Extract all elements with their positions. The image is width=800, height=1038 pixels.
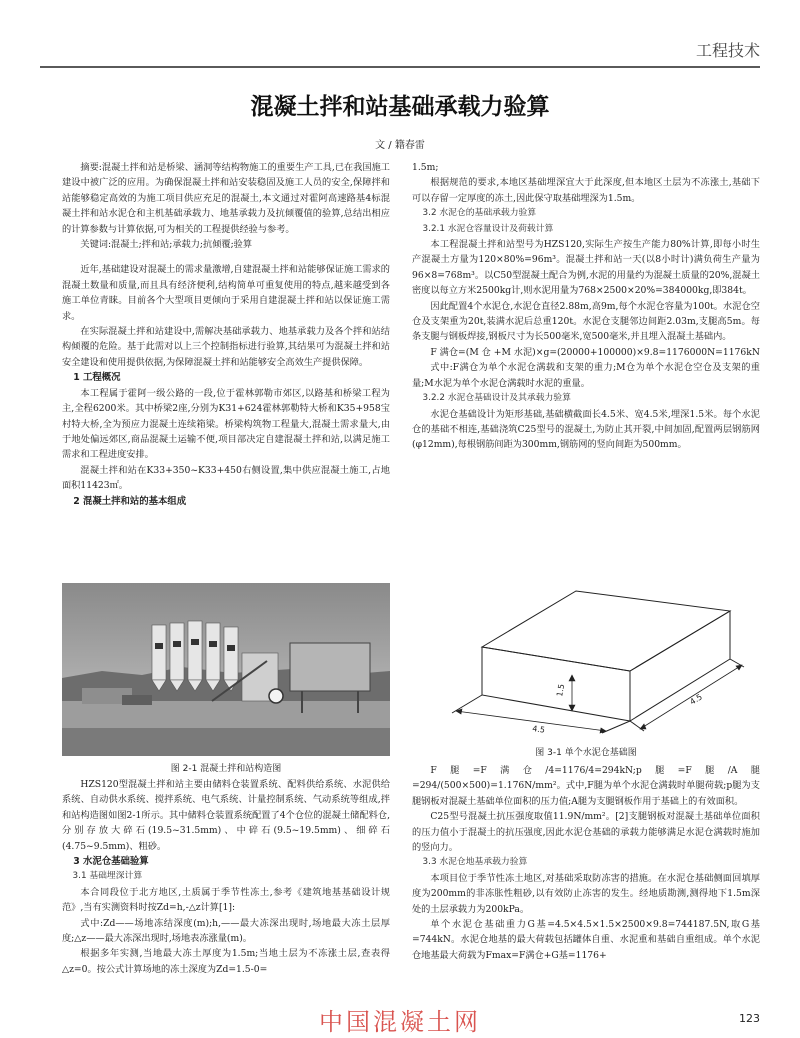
- mixing-station-photo: [62, 583, 390, 756]
- section-tag: 工程技术: [695, 41, 760, 60]
- foundation-paragraph: 水泥仓基础设计为矩形基础,基础横截面长4.5米、宽4.5米,埋深1.5米。每个水泥仓的基础不相连,基础浇筑C25型号的混凝土,为防止其开裂,中间加固,配置两层钢筋网(φ12mm),每根钢筋间距为300mm,钢筋网的竖向间距为500mm。: [412, 408, 760, 451]
- right-column-top: [412, 160, 760, 453]
- foundation-diagram: [412, 555, 772, 735]
- depth-paragraph: 式中:Zd——场地冻结深度(m);h,——最大冻深出现时,场地最大冻土层厚度;△z——最大冻深出现时,场地表冻涨量(m)。: [62, 917, 390, 945]
- ground-paragraph: 本项目位于季节性冻土地区,对基础采取防冻害的措施。在水泥仓基础侧面回填厚度为200mm的非冻胀性粗砂,以有效防止冻害的发生。经地质勘测,测得地下1.5m深处的土层承载力为200kPa。: [412, 872, 760, 915]
- header-rule: [40, 66, 760, 68]
- subsection-heading: 3.3 水泥仓地基承载力验算: [422, 857, 528, 868]
- intro-paragraph: 在实际混凝土拌和站建设中,需解决基础承载力、地基承载力及各个拌和站结构倾覆的危险。基于此需对以上三个控制指标进行验算,其结果可为混凝土拌和站安全建设和使用提供依据,为保障混凝土拌和站能够安全高效生产提供保障。: [62, 326, 390, 368]
- depth-paragraph: 本合同段位于北方地区,土质属于季节性冻土,参考《建筑地基基础设计规范》,当有实测资料时按Zd=h,-△z计算[1]:: [62, 886, 390, 914]
- subsection-heading: 3.2 水泥仓的基础承载力验算: [422, 208, 537, 219]
- load-paragraph: 式中:F满仓为单个水泥仓满载和支架的重力;M仓为单个水泥仓空仓及支架的重量;M水泥为单个水泥仓满载时水泥的重量。: [412, 362, 760, 389]
- dim-height-label: 1.5: [555, 683, 567, 698]
- figure-caption: 图 2-1 混凝土拌和站构造图: [170, 764, 282, 774]
- dim-length-label: 4.5: [531, 724, 546, 735]
- section-heading: 1 工程概况: [73, 372, 121, 384]
- section-heading: 3 水泥仓基础验算: [73, 856, 149, 868]
- figure-caption: 图 3-1 单个水泥仓基础图: [535, 748, 637, 758]
- depth-conclusion: 根据规范的要求,本地区基础埋深宜大于此深度,但本地区土层为不冻涨土,基础下可以存留一定厚度的冻土,因此保守取基础埋深为1.5m。: [412, 177, 760, 204]
- subsection-heading: 3.1 基础埋深计算: [72, 871, 143, 882]
- continued-text: 1.5m;: [412, 162, 439, 173]
- composition-paragraph: HZS120型混凝土拌和站主要由储料仓装置系统、配料供给系统、水泥供给系统、自动供水系统、搅拌系统、电气系统、计量控制系统、气动系统等组成,拌和站构造图如图2-1所示。其中储料仓装置系统配置了4个仓位的混凝土储配料仓,分别存放大碎石(19.5~31.5mm)、中碎石(9.5~19.5mm)、细碎石(4.75~9.5mm)、粗砂。: [62, 779, 390, 852]
- load-paragraph: 因此配置4个水泥仓,水泥仓直径2.88m,高9m,每个水泥仓容量为100t。水泥仓空仓及支架重为20t,装满水泥后总重120t。水泥仓支腿邻边间距2.03m,支腿高5m。每条支腿与钢板焊接,钢板尺寸为长500毫米,宽500毫米,并且埋入混凝土基础内。: [412, 300, 760, 343]
- block-left-face: [482, 647, 630, 721]
- block-right-face: [630, 611, 730, 721]
- dim-width-label: 4.5: [688, 692, 704, 707]
- overview-paragraph: 本工程属于霍阿一级公路的一段,位于霍林郭勒市郊区,以路基和桥梁工程为主,全程6200米。其中桥梁2座,分别为K31+624霍林郭勒特大桥和K35+958宝村特大桥,全为预应力混凝土连续箱梁。桥梁构筑物工程量大,混凝土需求量大,由于地处偏远郊区,商品混凝土运输不便,项目部决定自建混凝土拌和站,以满足施工需求和工程进度安排。: [62, 387, 390, 461]
- right-column-bottom: [412, 763, 760, 963]
- abstract: 摘要:混凝土拌和站是桥梁、涵洞等结构物施工的重要生产工具,已在我国施工建设中被广泛的应用。为确保混凝土拌和站安装稳固及施工人员的安全,保障拌和站能够稳定高效的为施工项目供应充足的混凝土,本文通过对霍阿高速路基4标混凝土拌和站水泥仓和主机基础承载力、地基承载力及抗倾覆值的验算,总结出相应的计算参数与计算依据,可为相关的工程提供经验与参考。: [62, 162, 390, 235]
- page-number: 123: [739, 1012, 760, 1025]
- formula: F 满仓=(M 仓 +M 水泥)×g=(20000+100000)×9.8=1176000N=1176kN: [430, 346, 760, 358]
- keywords: 关键词:混凝土;拌和站;承载力;抗倾覆;验算: [80, 239, 253, 251]
- left-column-bottom: [62, 777, 390, 977]
- calc-paragraph: C25型号混凝土抗压强度取值11.9N/mm²。[2]支腿钢板对混凝土基础单位面积的压力值小于混凝土的抗压强度,因此水泥仓基础的承载力能够满足水泥仓满载时施加的竖向力。: [412, 811, 760, 854]
- page-title: 混凝土拌和站基础承载力验算: [250, 94, 550, 120]
- subsection-heading: 3.2.2 水泥仓基础设计及其承载力验算: [422, 393, 571, 404]
- author-line: 文 / 籍春雷: [375, 140, 425, 151]
- block-top-face: [482, 591, 730, 671]
- section-heading: 2 混凝土拌和站的基本组成: [73, 495, 187, 507]
- load-paragraph: 本工程混凝土拌和站型号为HZS120,实际生产按生产能力80%计算,即每小时生产混凝土方量为120×80%=96m³。混凝土拌和站一天(以8小时计)满负荷生产量为96×8=768m³。以C50型混凝土配合为例,水泥的用量约为混凝土质量的20%,混凝土密度以每立方米2500kg计,则水泥用量为768×2500×20%=384000kg,即384t。: [412, 239, 760, 297]
- overview-paragraph: 混凝土拌和站在K33+350~K33+450右侧设置,集中供应混凝土施工,占地面积11423㎡。: [62, 464, 390, 492]
- subsection-heading: 3.2.1 水泥仓容量设计及荷载计算: [422, 223, 554, 234]
- depth-paragraph: 根据多年实测,当地最大冻土厚度为1.5m;当地土层为不冻涨土层,查表得△z=0。按公式计算场地的冻土深度为Zd=1.5-0=: [62, 948, 390, 975]
- intro-paragraph: 近年,基础建设对混凝土的需求量激增,自建混凝土拌和站能够保证施工需求的混凝土数量和质量,而且具有经济便利,结构简单可重复使用的特点,越来越受到各施工单位青睐。目前各个大型项目更倾向于采用自建混凝土拌和站以保证施工需求。: [62, 264, 390, 322]
- calc-paragraph: F腿=F满仓/4=1176/4=294kN;p腿=F腿/A腿=294/(500×500)=1.176N/mm²。式中,F腿为单个水泥仓满载时单腿荷载;p腿为支腿钢板对混凝土基础单位面积的压力值;A腿为支腿钢板作用于基础上的有效面积。: [412, 765, 760, 807]
- ground-paragraph: 单个水泥仓基础重力G基=4.5×4.5×1.5×2500×9.8=744187.5N,取G基=744kN。水泥仓地基的最大荷载包括罐体自重、水泥重和基础自重组成。单个水泥仓地基最大荷载为Fmax=F满仓+G基=1176+: [412, 919, 760, 961]
- left-column-top: [62, 160, 390, 509]
- watermark-text: 中国混凝土网: [319, 1008, 481, 1036]
